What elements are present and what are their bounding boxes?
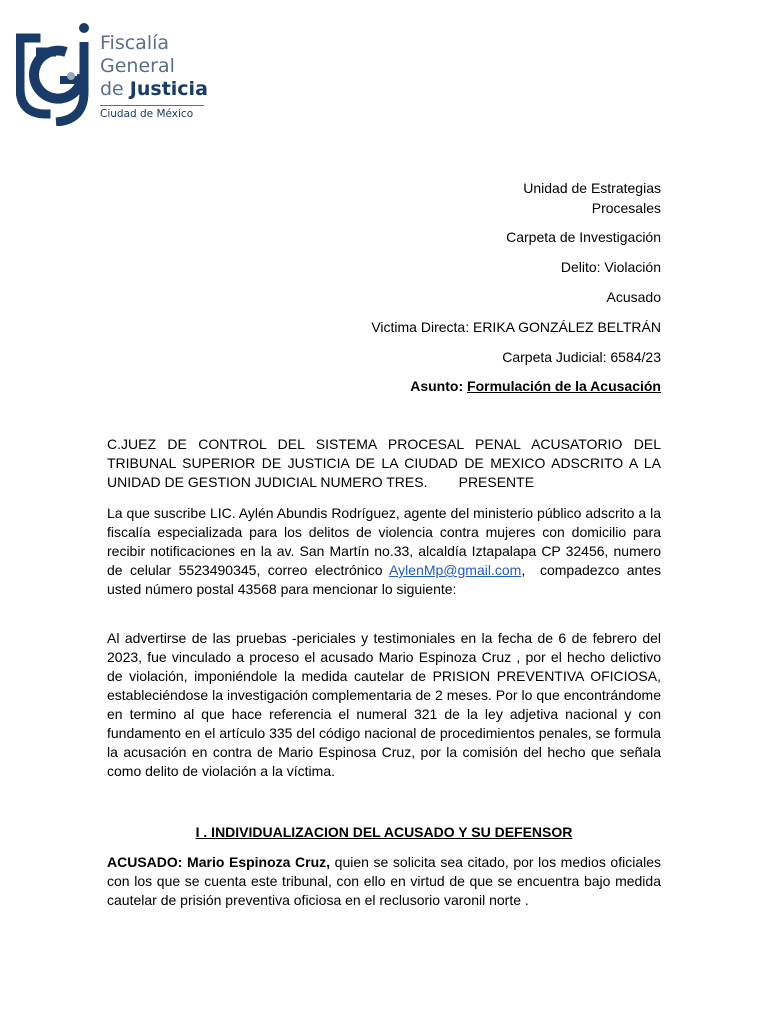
addressee: C.JUEZ DE CONTROL DEL SISTEMA PROCESAL PENAL ACUSATORIO DEL TRIBUNAL SUPERIOR DE JUSTICIA DE LA CIUDAD DE MEXICO ADSCRITO A LA UNIDAD DE GESTION JUDICIAL NUMERO TRES. PRESENTE [107, 436, 665, 490]
logo-line-fiscalia: Fiscalía [100, 32, 170, 54]
carpeta-judicial: Carpeta Judicial: 6584/23 [502, 349, 661, 365]
logo-line-general: General [100, 55, 175, 77]
victima-directa: Victima Directa: ERIKA GONZÁLEZ BELTRÁN [371, 319, 661, 335]
logo-divider [100, 105, 204, 106]
paragraph-1 [107, 504, 665, 599]
paragraph-3-text: quien se solicita sea citado, por los medios oficiales con los que se cuenta este tribunal, con ello en virtud de que se encuentra bajo medida cautelar de prisión preventiva oficiosa en el reclusorio varonil norte . [107, 854, 661, 908]
acusado-label: Acusado [606, 289, 661, 305]
asunto-label: Asunto: [410, 378, 464, 394]
paragraph-1-text: La que suscribe LIC. Aylén Abundis Rodríguez, agente del ministerio público adscrito a la fiscalía especializada para los delitos de violencia contra mujeres con domicilio para recibir notificaciones en la av. San Martín no.33, alcaldía Iztapalapa CP 32456, numero de celular 5523490345, correo electrónico [107, 505, 661, 578]
fgj-emblem-icon [16, 22, 94, 126]
acusado-name: ACUSADO: Mario Espinoza Cruz, [107, 854, 331, 870]
paragraph-2-text: Al advertirse de las pruebas -periciales y testimoniales en la fecha de 6 de febrero del 2023, fue vinculado a proceso el acusado Mario Espinoza Cruz , por el hecho delictivo de violación, imponiéndole la medida cautelar de PRISION PREVENTIVA OFICIOSA, estableciéndose la investigación complementaria de 2 meses. Por lo que encontrándome en termino al que hace referencia el numeral 321 de la ley adjetiva nacional y con fundamento en el artículo 335 del código nacional de procedimientos penales, se formula la acusación en contra de Mario Espinosa Cruz, por la comisión del hecho que señala como delito de violación a la víctima. [107, 630, 661, 779]
paragraph-2 [107, 629, 661, 781]
unidad-line-2: Procesales [591, 200, 661, 216]
asunto [361, 376, 661, 396]
section-title: I . INDIVIDUALIZACION DEL ACUSADO Y SU DEFENSOR [195, 824, 573, 840]
logo-city: Ciudad de México [100, 108, 194, 120]
case-header [361, 178, 661, 396]
addressee-block [107, 435, 665, 492]
paragraph-1-tail: , compadezco antes usted número postal 43568 para mencionar lo siguiente: [107, 562, 665, 597]
carpeta-investigacion: Carpeta de Investigación [506, 229, 661, 245]
asunto-value: Formulación de la Acusación [467, 378, 661, 394]
email-link[interactable]: AylenMp@gmail.com [389, 562, 522, 578]
fiscalia-logo [16, 22, 216, 132]
logo-line-de: de [100, 78, 124, 100]
unidad-line-1: Unidad de Estrategias [523, 180, 661, 196]
delito: Delito: Violación [560, 259, 661, 275]
paragraph-3 [107, 853, 661, 910]
logo-line-justicia: Justicia [129, 78, 208, 100]
